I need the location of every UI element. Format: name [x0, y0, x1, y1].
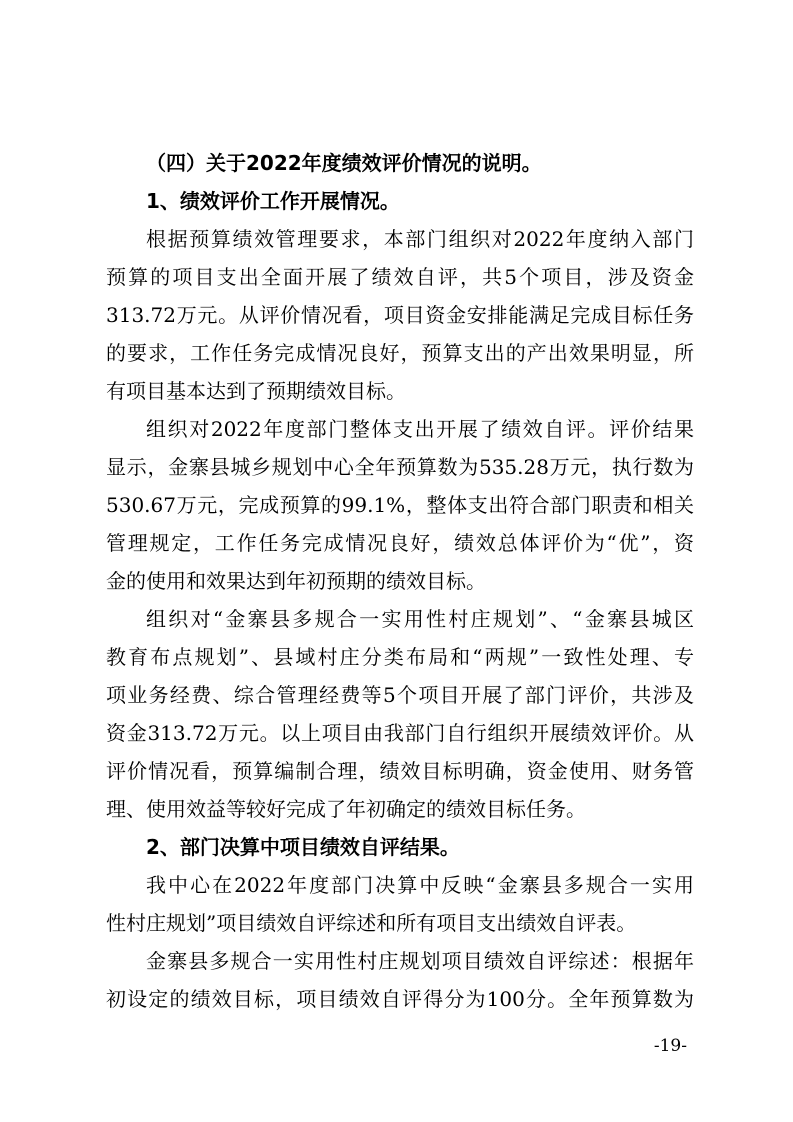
paragraph-line: 根据预算绩效管理要求，本部门组织对2022年度纳入部门 [146, 227, 694, 251]
paragraph-line: 教育布点规划”、县域村庄分类布局和“两规”一致性处理、专 [106, 645, 694, 669]
paragraph-5 [106, 942, 694, 1018]
page-number: -19- [653, 1036, 687, 1056]
paragraph-line: 管理规定，工作任务完成情况良好，绩效总体评价为“优”，资 [106, 531, 694, 555]
paragraph-line: 313.72万元。从评价情况看，项目资金安排能满足完成目标任务 [106, 303, 694, 327]
paragraph-1 [106, 220, 694, 410]
paragraph-line: 性村庄规划”项目绩效自评综述和所有项目支出绩效自评表。 [106, 911, 637, 935]
paragraph-line: 资金313.72万元。以上项目由我部门自行组织开展绩效评价。从 [106, 721, 694, 745]
paragraph-3 [106, 600, 694, 828]
paragraph-line: 金的使用和效果达到年初预期的绩效目标。 [106, 569, 486, 593]
section-heading: （四）关于2022年度绩效评价情况的说明。 [146, 151, 542, 175]
paragraph-line: 理、使用效益等较好完成了年初确定的绩效目标任务。 [106, 797, 586, 821]
paragraph-line: 预算的项目支出全面开展了绩效自评，共5个项目，涉及资金 [106, 265, 694, 289]
paragraph-line: 金寨县多规合一实用性村庄规划项目绩效自评综述：根据年 [146, 949, 694, 973]
paragraph-line: 项业务经费、综合管理经费等5个项目开展了部门评价，共涉及 [106, 683, 694, 707]
paragraph-line: 有项目基本达到了预期绩效目标。 [106, 379, 406, 403]
paragraph-line: 组织对“金寨县多规合一实用性村庄规划”、“金寨县城区 [146, 607, 694, 631]
paragraph-line: 组织对2022年度部门整体支出开展了绩效自评。评价结果 [146, 417, 694, 441]
paragraph-2 [106, 410, 694, 600]
paragraph-line: 初设定的绩效目标，项目绩效自评得分为100分。全年预算数为 [106, 987, 694, 1011]
paragraph-4 [106, 866, 694, 942]
document-body [106, 144, 694, 1018]
subsection-heading-1: 1、绩效评价工作开展情况。 [146, 189, 400, 213]
subsection-heading-2: 2、部门决算中项目绩效自评结果。 [146, 835, 460, 859]
paragraph-line: 评价情况看，预算编制合理，绩效目标明确，资金使用、财务管 [106, 759, 694, 783]
paragraph-line: 显示，金寨县城乡规划中心全年预算数为535.28万元，执行数为 [106, 455, 694, 479]
paragraph-line: 我中心在2022年度部门决算中反映“金寨县多规合一实用 [146, 873, 694, 897]
paragraph-line: 530.67万元，完成预算的99.1%，整体支出符合部门职责和相关 [106, 493, 694, 517]
paragraph-line: 的要求，工作任务完成情况良好，预算支出的产出效果明显，所 [106, 341, 694, 365]
